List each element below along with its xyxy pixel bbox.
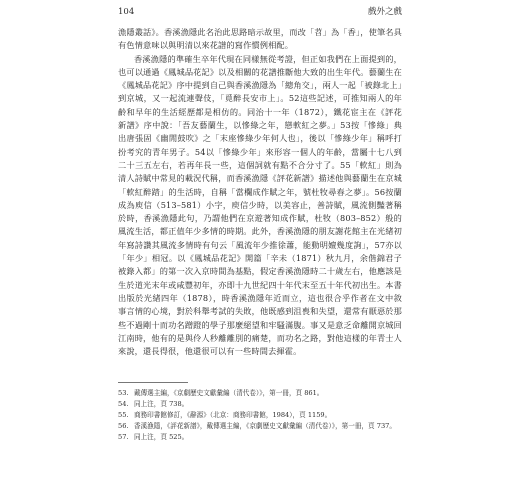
- footnotes: [118, 388, 402, 443]
- footnote-number: 55.: [118, 411, 129, 419]
- body-text: [118, 26, 402, 374]
- footnote-text: 香溪漁隱，《評花新譜》，戴傳選主編，《京劇歷史文獻彙編（清代卷）》，第一冊，頁 737。: [134, 422, 396, 430]
- footnote: [118, 421, 402, 432]
- page-header: [118, 6, 402, 22]
- footnote-number: 54.: [118, 400, 129, 408]
- footnote: [118, 399, 402, 410]
- footnote: [118, 432, 402, 443]
- footnote-number: 56.: [118, 422, 129, 430]
- footnote-number: 53.: [118, 389, 129, 397]
- footnote: [118, 388, 402, 399]
- page-number: 104: [118, 7, 135, 17]
- footnote-text: 同上注，頁 525。: [134, 433, 189, 441]
- running-title: 戲外之戲: [367, 7, 402, 17]
- footnote-text: 同上注，頁 738。: [134, 400, 189, 408]
- paragraph: 漁隱叢話》。香溪漁隱此名治此思路暗示故里，而改「苕」為「香」，使筆名具有色情意味以與明清以來花譜的寫作慣例相配。: [118, 27, 402, 51]
- footnote-number: 57.: [118, 433, 129, 441]
- footnote: [118, 410, 402, 421]
- footnote-text: 商務印書館修訂，《辭源》（北京：商務印書館，1984），頁 1159。: [134, 411, 332, 419]
- footnote-divider: [118, 382, 188, 383]
- paragraph: 香溪漁隱的準確生卒年代現在同樣無從考證，但正如我們在上面提到的，也可以通過《鳳城品花記》以及相關的花譜推斷他大致的出生年代。藝蘭生在《鳳城品花記》序中提到自己與香溪漁隱為「總角交」，兩人一起「被錄北上」到京城，又一起流連聲伎，「覓醉長安市上」。52這些記述，可推知兩人的年齡和早年的生活經歷都是相仿的。同治十一年（1872），鐵花宦主在《評花新譜》序中說：「吾友藝蘭生，以慘綠之年，戀軟紅之夢。」53按「慘綠」典出唐張固《幽閒鼓吹》之「末座慘綠少年何人也」，後以「慘綠少年」稱呼打扮考究的青年男子。54以「慘綠少年」來形容一個人的年齡，當屬十七八到二十三五左右，若再年長一些，這個詞就有點不合分寸了。55「軟紅」則為清人詩賦中常見的載況代稱，而香溪漁隱《評花新譜》描述他與藝蘭生在京城「軟紅醉踏」的生活時，自稱「當欄成作賦之年，號杜牧尋春之夢」。56按蘭成為庾信（513–581）小字，庾信少時，以美容止，善詩賦，風流側豔著稱於時，香溪漁隱此句，乃謂他們在京遊著知成作賦，杜牧（803–852）般的風流生活，都正值年少多情的時期。此外，香溪漁隱的朋友謝花館主在光緒初年寫詩讚其風流多情時有句云「風流年少推徐蕭，能動明嬗幾度詢」，57亦以「年少」相冠。以《鳳城品花記》開篇「辛未（1871）秋九月，余偕錦君子被錄入都」的第一次入京時間為基點，假定香溪漁隱時二十歲左右，他應該是生於道光末年或咸豐初年，亦即十九世紀四十年代末至五十年代初出生。本書出版於光緒四年（1878），時香溪漁隱年近而立，這也很合乎作者在文中敘事言情的心境，對於科舉考試的失敗，他既感到沮喪和失望，還常有厭惡於那些不過剛十而功名蹭蹬的學子那麼絕望和牢騷滿腹。事又是意乏命離開京城回江南時，他有的是與伶人秒離離別的痛楚，而功名之路，對他這樣的年青士人來說，還長得很，他還很可以有一些時間去揮霍。: [118, 53, 402, 357]
- footnote-text: 戴傳選主編，《京劇歷史文獻彙編（清代卷）》，第一冊，頁 861。: [134, 389, 324, 397]
